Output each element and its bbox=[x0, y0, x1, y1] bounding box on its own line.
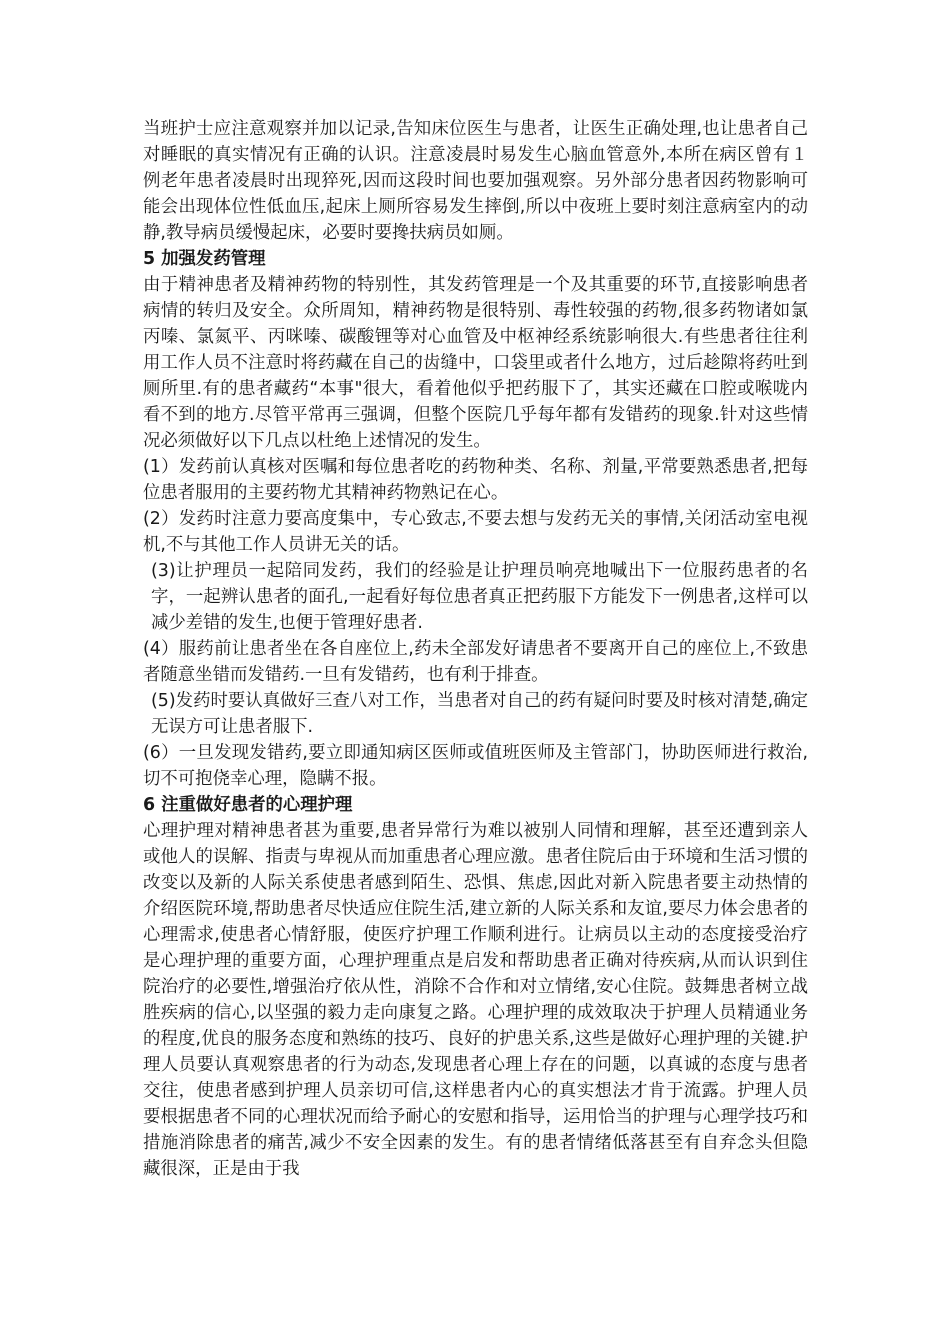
list-item-3: (3)让护理员一起陪同发药，我们的经验是让护理员响亮地喊出下一位服药患者的名字，一起辨认患者的面孔,一起看好每位患者真正把药服下方能发下一例患者,这样可以减少差错的发生,也便于管理好患者. bbox=[151, 561, 808, 633]
list-item-6: (6）一旦发现发错药,要立即通知病区医师或值班医师及主管部门，协助医师进行救治,切不可抱侥幸心理，隐瞒不报。 bbox=[143, 743, 808, 789]
section-heading-medication: 5 加强发药管理 bbox=[143, 249, 266, 269]
paragraph-medication-intro: 由于精神患者及精神药物的特别性，其发药管理是一个及其重要的环节,直接影响患者病情的转归及安全。众所周知，精神药物是很特别、毒性较强的药物,很多药物诸如氯丙嗪、氯氮平、丙咪嗪、碳酸锂等对心血管及中枢神经系统影响很大.有些患者往往利用工作人员不注意时将药藏在自己的齿缝中，口袋里或者什么地方，过后趁隙将药吐到厕所里.有的患者藏药“本事"很大，看着他似乎把药服下了，其实还藏在口腔或喉咙内看不到的地方.尽管平常再三强调，但整个医院几乎每年都有发错药的现象.针对这些情况必须做好以下几点以杜绝上述情况的发生。 bbox=[143, 275, 808, 451]
paragraph-sleep-observation: 当班护士应注意观察并加以记录,告知床位医生与患者，让医生正确处理,也让患者自己对睡眠的真实情况有正确的认识。注意凌晨时易发生心脑血管意外,本所在病区曾有１例老年患者凌晨时出现猝死,因而这段时间也要加强观察。另外部分患者因药物影响可能会出现体位性低血压,起床上厕所容易发生摔倒,所以中夜班上要时刻注意病室内的动静,教导病员缓慢起床，必要时要搀扶病员如厕。 bbox=[143, 119, 808, 243]
list-item-4: (4）服药前让患者坐在各自座位上,药未全部发好请患者不要离开自己的座位上,不致患者随意坐错而发错药.一旦有发错药，也有利于排查。 bbox=[143, 639, 808, 685]
list-item-2: (2）发药时注意力要高度集中，专心致志,不要去想与发药无关的事情,关闭活动室电视机,不与其他工作人员讲无关的话。 bbox=[143, 509, 808, 555]
document-page bbox=[143, 116, 808, 1182]
list-item-5: (5)发药时要认真做好三查八对工作，当患者对自己的药有疑问时要及时核对清楚,确定无误方可让患者服下. bbox=[151, 691, 808, 737]
list-item-1: (1）发药前认真核对医嘱和每位患者吃的药物种类、名称、剂量,平常要熟悉患者,把每位患者服用的主要药物尤其精神药物熟记在心。 bbox=[143, 457, 808, 503]
section-heading-psychological-care: 6 注重做好患者的心理护理 bbox=[143, 795, 353, 815]
paragraph-psychological-care: 心理护理对精神患者甚为重要,患者异常行为难以被别人同情和理解，甚至还遭到亲人或他人的误解、指责与卑视从而加重患者心理应激。患者住院后由于环境和生活习惯的改变以及新的人际关系使患者感到陌生、恐惧、焦虑,因此对新入院患者要主动热情的介绍医院环境,帮助患者尽快适应住院生活,建立新的人际关系和友谊,要尽力体会患者的心理需求,使患者心情舒服，使医疗护理工作顺利进行。让病员以主动的态度接受治疗是心理护理的重要方面，心理护理重点是启发和帮助患者正确对待疾病,从而认识到住院治疗的必要性,增强治疗依从性，消除不合作和对立情绪,安心住院。鼓舞患者树立战胜疾病的信心,以坚强的毅力走向康复之路。心理护理的成效取决于护理人员精通业务的程度,优良的服务态度和熟练的技巧、良好的护患关系,这些是做好心理护理的关键.护理人员要认真观察患者的行为动态,发现患者心理上存在的问题，以真诚的态度与患者交往，使患者感到护理人员亲切可信,这样患者内心的真实想法才肯于流露。护理人员要根据患者不同的心理状况而给予耐心的安慰和指导，运用恰当的护理与心理学技巧和措施消除患者的痛苦,减少不安全因素的发生。有的患者情绪低落甚至有自弃念头但隐藏很深，正是由于我 bbox=[143, 821, 808, 1179]
